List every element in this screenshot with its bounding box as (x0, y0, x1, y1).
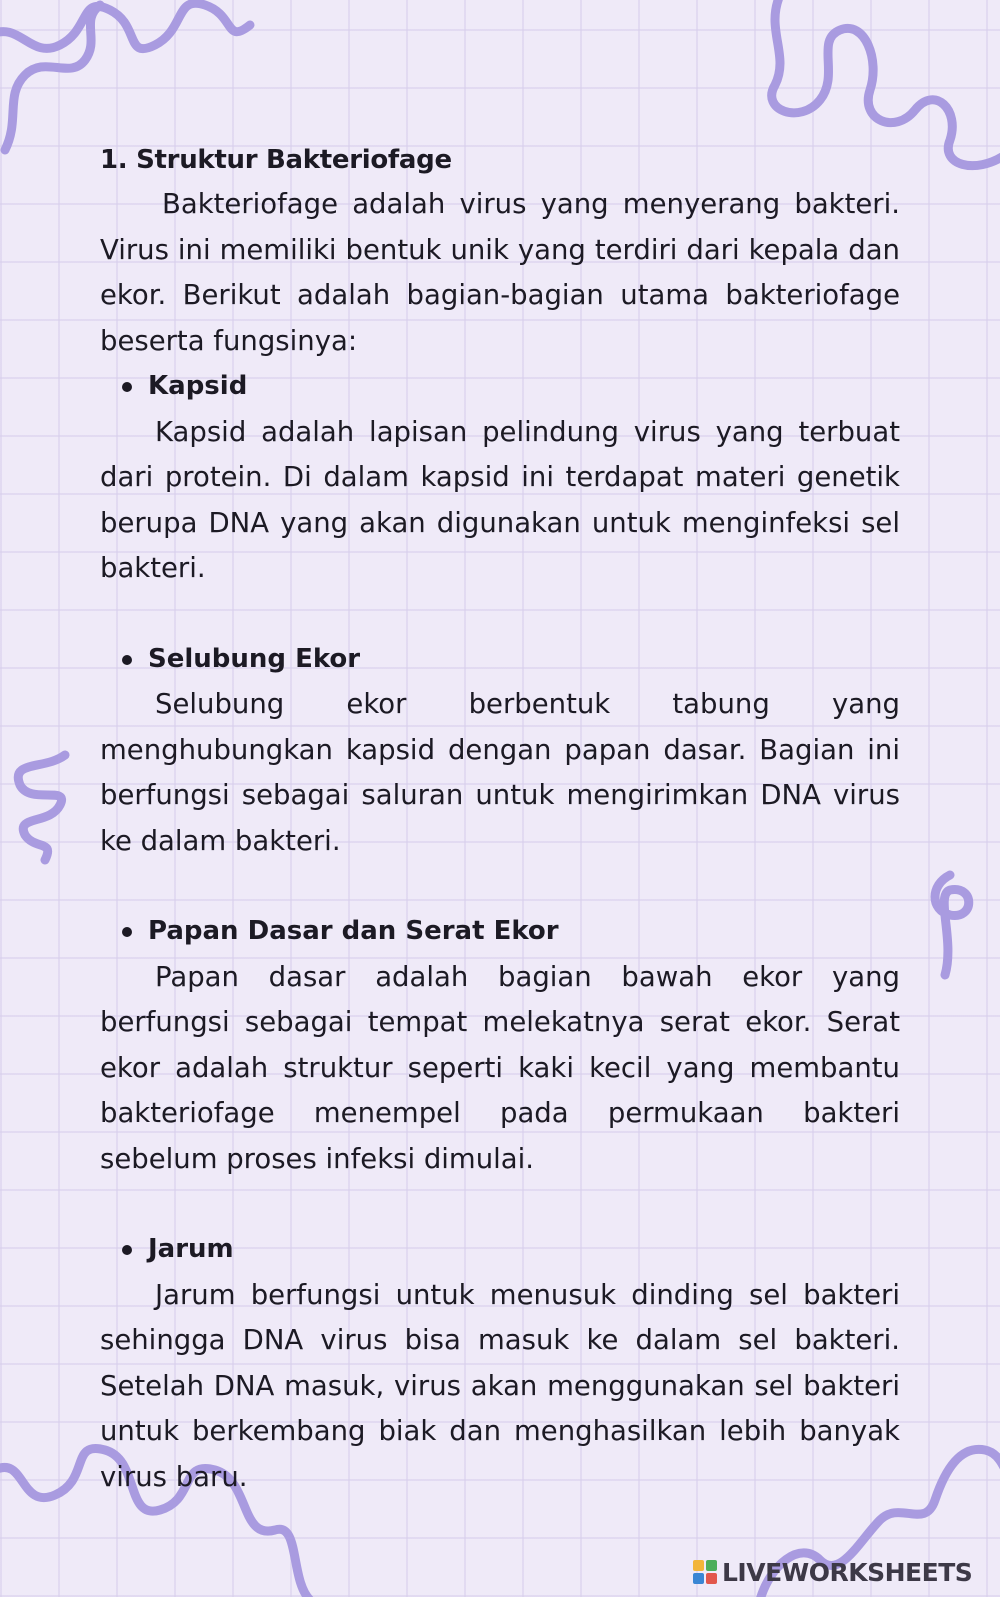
squiggle-top-left-2 (5, 5, 100, 150)
item-heading (100, 364, 900, 410)
bullet-icon (122, 1245, 132, 1255)
item-heading-text: Jarum (148, 1234, 234, 1264)
item-body: Selubung ekor berbentuk tabung yang menghubungkan kapsid dengan papan dasar. Bagian ini berfungsi sebagai saluran untuk mengirimkan DNA virus ke dalam bakteri. (100, 688, 900, 857)
item-heading (100, 1227, 900, 1273)
watermark-text: LIVEWORKSHEETS (722, 1557, 973, 1587)
item-body: Jarum berfungsi untuk menusuk dinding sel bakteri sehingga DNA virus bisa masuk ke dalam sel bakteri. Setelah DNA masuk, virus akan menggunakan sel bakteri untuk berkembang biak dan menghasilkan lebih banyak virus baru. (100, 1278, 900, 1493)
item-body: Kapsid adalah lapisan pelindung virus yang terbuat dari protein. Di dalam kapsid ini terdapat materi genetik berupa DNA yang akan digunakan untuk menginfeksi sel bakteri. (100, 415, 900, 584)
item-heading (100, 637, 900, 683)
list-item (100, 364, 900, 592)
item-heading-text: Papan Dasar dan Serat Ekor (148, 916, 559, 946)
squiggle-top-left (0, 3, 250, 48)
bullet-icon (122, 382, 132, 392)
bullet-icon (122, 655, 132, 665)
list-item (100, 909, 900, 1182)
bullet-icon (122, 927, 132, 937)
content-area (100, 138, 900, 1500)
liveworksheets-watermark (692, 1555, 972, 1589)
intro-paragraph: Bakteriofage adalah virus yang menyerang bakteri. Virus ini memiliki bentuk unik yang terdiri dari kepala dan ekor. Berikut adalah bagian-bagian utama bakteriofage beserta fungsinya: (100, 188, 900, 357)
section-title: 1. Struktur Bakteriofage (100, 145, 452, 175)
item-heading-text: Kapsid (148, 371, 248, 401)
liveworksheets-logo-icon (692, 1559, 718, 1585)
item-heading (100, 909, 900, 955)
squiggle-left-middle (18, 755, 65, 860)
list-item (100, 637, 900, 865)
item-body: Papan dasar adalah bagian bawah ekor yang berfungsi sebagai tempat melekatnya serat ekor. Serat ekor adalah struktur seperti kaki kecil yang membantu bakteriofage menempel pada permukaan bakteri sebelum proses infeksi dimulai. (100, 960, 900, 1175)
list-item (100, 1227, 900, 1500)
squiggle-right-middle (935, 875, 969, 975)
item-heading-text: Selubung Ekor (148, 643, 361, 674)
